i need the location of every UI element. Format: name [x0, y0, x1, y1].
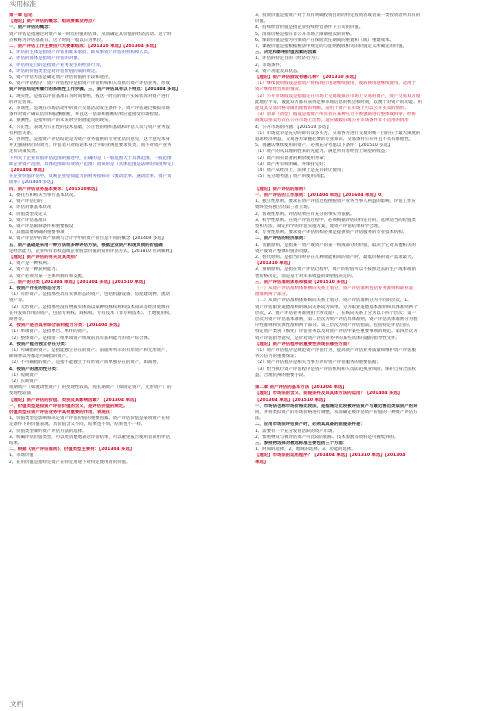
text-line: 结果。 [9, 441, 23, 447]
text-line: 1、委托方和相关当事方基本状况。 [9, 192, 78, 198]
text-line: 【201310 单选】 [255, 261, 293, 267]
text-line: 序性准则和实体性准则两个部分。第三层次为资产评估指南。包括特定评估目的、 [255, 323, 414, 329]
text-line: 【理论】资产评估的有关及其类别？ [9, 254, 80, 260]
text-line: （2）资产评估程序是相关当事方评价资产评估服务的重要依据； [255, 360, 381, 366]
text-line: 变现性较弱 [9, 391, 31, 397]
page-footer: 文档 [10, 700, 23, 708]
text-line: 商誉等。 [9, 316, 27, 322]
text-line: 三、参照物选择对被选标准主要包括三个方面： [255, 441, 348, 447]
text-line: 1、市场价值 [9, 453, 34, 459]
text-line: 【201304 单选】【201510 单选】 [255, 397, 328, 403]
text-line: （2）无形资产。是指那些没有物质实体而以某种特殊权利和技术知识等经济资源存 [9, 304, 170, 310]
text-line: 定经营能力，企业所有者权益或企业股票价值的常用评估方式。【201810 名词解释】 [9, 248, 175, 254]
text-line: 三、决定和影响价值因素的因素 [255, 50, 317, 56]
text-line: 3、资产功能及其状态。 [255, 68, 302, 74]
text-line: （2）长期资产 [9, 378, 39, 384]
text-line: 资产评估职业道德准则的纵向关系较为简单，分为职业道德基本准则和具体准则两个 [255, 304, 418, 310]
text-line: 2、客观性原则。评估结果应有充分的事实为依据。 [255, 211, 355, 217]
text-line: 1、贡献原则。是指某一资产或资产的某一构成部分的价值，取决于它对其他相关的 [255, 242, 416, 248]
text-line: （1）继续使用假设是指资产将按现行用途继续使用，或转换用途继续使用。适用于 [255, 81, 416, 87]
text-line: 层次。2、资产评估业务准则由于涉及面广，在纵向关系上分为以下四个层次：第一 [255, 310, 416, 316]
text-line: 8、资产评估中的资产预期与合计学中的资产价目是不同的概念【201404 多选】 [9, 236, 167, 242]
text-line: 1、现实性。是指以评估基准日为时间参照，按这一时点的资产实际状况对资产进行 [9, 93, 170, 99]
text-line: 【理论】资产评估假设有哪几种？【201310 多选】 [255, 75, 359, 81]
text-line: 4、公正性。表现为公正性的技术基础，公正性的组织基础和评估人员与资产业务没 [9, 124, 170, 130]
text-line: 7、其他需要明确的重要事项 [9, 230, 65, 236]
text-line: 5、资产评估基准日 [9, 217, 47, 223]
text-line: 6、资产评估限制条件和重要假设 [9, 223, 74, 229]
text-line: 三、资产评估准则体系和框架【201510 多选】 [255, 279, 350, 285]
text-line: 5、资产评估方法是确定资产评估价值的手段和途径。 [9, 75, 113, 81]
text-line: 1、资产是一种权利； [9, 261, 52, 267]
text-line: 3、投资价值是指资产对于具有明确投资目的的特定投资者或者某一类投资者所具有的 [255, 13, 421, 18]
text-line: 7、课税价值是指根据税法中规定的与征纳税收相关的价值定义所确定的价值。 [255, 44, 408, 50]
text-line: （2）资产尚有显著的剩余使用寿命； [255, 155, 329, 161]
text-line: 【理论】资产评估的价值、类别及其影响因素？【201304 单选】 [9, 397, 139, 403]
text-line: 4、专业性原则。要求资产评估机构必须是提供资产评估服务的专业技术机构。 [255, 230, 408, 236]
text-line: （1）有形资产。是指那些具有实体形态的资产，包括机器设备、房屋建筑物、流动 [9, 292, 170, 298]
text-line: （2）不可确指的资产。是指不能独立于有形资产而单独存在的资产，如商誉。 [9, 360, 162, 366]
text-line: 五、资产基础是采用一种方法或多种评估方法，根据企业资产和现负债的价值确 [9, 242, 163, 248]
text-line: 【理论】市场法的含义、前提条件及其具体方法的运用？【201404 多选】 [255, 391, 403, 397]
text-line: （4）资产从经济上，法律上是充许转让使用； [255, 168, 346, 174]
text-line: 3、评估对象基本状况 [9, 205, 52, 211]
text-line: 条件对资产确认估价和报酬推断，并且这一估算和推断结果应能接受市场检验。 [9, 112, 163, 118]
text-line: 4、评估的价值类型是对评估价值的质的规定。 [9, 68, 100, 74]
text-line: 定价决策负责。 [9, 149, 40, 155]
text-line: 2、评估的客体是指资产评估的对象。 [9, 56, 83, 62]
text-line: 法。 [255, 416, 264, 422]
text-line: 四、资产评估业务基本要求：【201510单选】 [9, 186, 100, 192]
text-line: 一、市场法也称市场价格比较法，是指通过比较被评估资产与最近售出类似资产的异 [255, 403, 418, 409]
text-line: 资产等。 [9, 298, 27, 304]
text-line: 二、根据《资产评估准则》，价值类型主要有：【201304 多选】 [9, 447, 135, 453]
text-line: 2、资产评估目的 [9, 199, 43, 205]
text-line: 4、持续经营价值是指企业持续经营条件下公司的价值。 [255, 25, 364, 31]
text-line: 3、按资产能否独立存在分类： [9, 341, 70, 347]
text-line: 3、预测性。是指用资产的未来时空的潜能说明现实。 [9, 118, 113, 124]
text-line: 特定资产类别（细化）评估业务以及对资产评估中某些重要事项的规范。第四层次为 [255, 329, 418, 335]
text-line: （1）短期资产 [9, 372, 39, 378]
text-line: 价值。 [255, 19, 269, 25]
text-line: 债率）【201404 多选】 [9, 180, 56, 186]
text-line: 即企业资产范围，具体范围即有效资产范围）错误的是（具体范围是法律的角度界定） [9, 161, 176, 167]
right-column [255, 13, 494, 701]
text-line: 一、价值类型是指资产评估价值的含义，是评估价值的规定。 [9, 403, 128, 409]
text-line: 有利害关系。 [9, 130, 36, 136]
text-line: （2）公开市场假设是指假定在市场上交易或拟在市场上交易的资产，资产交易双方彼 [255, 93, 421, 99]
text-line: 二、资产评估的经济原则： [255, 236, 308, 242]
text-line: 2、价值类型制约资产评估方法的选择。 [9, 428, 87, 434]
text-line: 2、在用价值是指特定资产在特定用途下对特定使用者的价值。 [9, 459, 131, 465]
text-line: 5、清算价格是指在非公开市场上限制拍卖的价格。 [255, 31, 355, 37]
page-header: 实用标准 [10, 0, 36, 8]
text-line: （5）充分地考虑了资产的使用功能。 [255, 174, 329, 180]
text-line: 2、资产是一种获利能力； [9, 267, 61, 273]
text-line: 3、明确评估价值类型，可以更清楚地表达评估结果，可以避免报告使用者误用评估 [9, 434, 170, 440]
text-line: 下列关于企业价值评估范围的描述中，正确的是（一般范围大于具体范围、一般范围 [9, 155, 172, 161]
text-line: 资产评估指导意见，是针对资产评估业务中的某些具体问题的指导性文件。 [255, 335, 400, 341]
text-line: 1、价值类型是影响和决定资产评估价值的重要因素。资产评估价值是某项资产在特 [9, 416, 170, 422]
text-line: 一、资产评估的工作原则：【201404 单选】【201604 单选】0、 [255, 192, 386, 198]
text-line: 此地位平等，彼此双方都有获得足够市场信息的机会和时间，以便于对资产的功能、用 [255, 99, 422, 105]
left-column [9, 13, 248, 701]
text-line: 的评定估算。 [9, 99, 36, 105]
text-line: （3）恰当执行资产评估程序是资产评估机构和人员防范执业风险、保护自身合法权 [255, 366, 416, 372]
text-line: 益、合理抗辩的重要手段。 [255, 372, 308, 378]
text-line: 点被称为评估基准日。这个时间一般以日为单位。 [9, 37, 106, 43]
text-line: 第二章 资产评估的基本方法【201304 单选】 [255, 385, 347, 391]
text-line: 价值类型在资产评估业务中具有重要的作用，表现在： [9, 410, 115, 415]
text-line: 第一章 总论 [9, 13, 33, 18]
text-line: 【理论】资产评估的原则？ [255, 186, 308, 192]
text-line: （一）从资产评估准则体系横向关系上划分，资产评估准则包括业务准则和职业道 [255, 285, 414, 291]
text-line: （3）资产所有权明确，并保持完好； [255, 161, 329, 167]
text-line: 二、资产的分类【201304 单选】【201304 多选】【201510 单选】 [9, 279, 148, 285]
text-line: 1、需要有一个充分发育活跃的资产市场。 [255, 428, 337, 434]
text-line: 【理论】资产评估的概念、组成要素及特点？ [9, 19, 97, 25]
text-line: 除商誉以外都是可确指的资产。 [9, 354, 71, 360]
text-line: 在企业价值评估中，反映企业偿债能力的财务指标有（流动比率、速动比率、资产负 [9, 174, 172, 180]
text-line: 1、独立性原则。要求在资产评估过程摆脱资产业务当事人利益的影响，评估工作应 [255, 199, 416, 205]
text-line: 资产继续经营用的情况。 [255, 87, 304, 93]
text-line: （1）可确指的资产。是指能独立存在的资产。前面所列示的有形资产和无形资产， [9, 347, 170, 353]
text-line: 在并发挥作用的资产。包括专利权、商标权、专有技术（非专利技术）、土地使用权、 [9, 310, 174, 316]
text-line: （1）市场竞争是充分的即有众多买方，交易各方进行交易的唯一目的在于最大限度的 [255, 130, 421, 136]
text-line: 1、评估的主体是指资产评估由谁来承担，即从事资产评估的机构和人员。 [9, 50, 153, 56]
text-line: 2、参照物及与被评估资产可比较的指标、技术参数等资料是可搜集到的。 [255, 434, 399, 440]
text-line: 并无强制执行的效力，评估者只对结论本身合乎职业规范要求负责，而不对资产业务 [9, 143, 172, 149]
text-line: 售价格决定，而是基于对未来收益的期望值决定的。 [255, 273, 356, 279]
text-line: 6、资产评估程序：资产评估程序是指资产评估机构和人员执行资产评估业务、形成 [9, 81, 170, 87]
text-line: 型和方法，制定科学的评估实施方案，使资产评估结果科学合理。 [255, 223, 383, 229]
text-line: 一、资产评估的概念： [9, 25, 53, 31]
text-line: 4、按资产的流动性分类： [9, 366, 61, 372]
text-line: 追求经济利益，交易各方掌握必要的专业知识、交易条件公开并且不具有排他性。 [255, 137, 414, 143]
text-line: 务公信力的重要保证； [255, 354, 299, 360]
text-line: 途及其交易价格等做出理智的判断。适用于资产在市场上可以公开买卖的情形。 [255, 106, 409, 112]
text-line: 3、预期原则。是指在资产评估过程中，资产的价值可以不按照过去的生产成本或销 [255, 267, 416, 273]
text-line: 定条件下的价值表现。具价值含义不同，结果也不同，结果也不一样。 [9, 422, 146, 428]
text-line: 3、资产必须为某一主体所拥有和支配。 [9, 273, 87, 279]
text-line: 商或以拍卖方式在公开市场上出售。适应破破旧或公开市场条件非不适用的情形 [255, 118, 409, 124]
text-line: 1、按资产存在的形态分为： [9, 285, 65, 291]
text-line: 单选】 [255, 459, 269, 465]
text-line: 德准则两个部分。 [255, 292, 291, 298]
text-line: 始终坚持独立的第三者立场。 [255, 205, 313, 211]
text-line: 3、评估特定目的是指资产业务发生的经济行为。 [9, 62, 104, 68]
text-line: 资产评估是指通过对资产某一时点价值的估算，从而确定其价值的经济活动。这个时 [9, 31, 172, 37]
text-line: 6、保险价值是指为可保资产在保险责任期间的重置和（或）重建成本。 [255, 37, 394, 43]
text-line: （2）整体资产。是指由一组单项资产组成的具有获利能力的资产综合体。 [9, 335, 153, 341]
text-line: （1）单项资产。是指单台、单件的资产。 [9, 329, 91, 335]
text-line: （1）资产的从其理的胜来的先能力。满足所有者经营上期望的收益； [255, 149, 390, 155]
text-line: 3、科学性原则。在资产评估过程中，必须根据评估的特定目的，选择适当的价值类 [255, 217, 416, 223]
text-line: 5、咨询性。是指资产评估结论是为资产业务提供的专业化估价意见，这个意见本身 [9, 137, 170, 143]
text-line: 1、评估的特定目的（经济行为）； [255, 56, 322, 62]
text-line: 4、价值类型及定义 [9, 211, 47, 217]
text-line: 短期资产（如流动性资产）的变现性较高，而长期资产（如固定资产、无形资产）的 [9, 385, 172, 391]
text-line: 2、替代原则。是指当同时存在几种效能相同的资产时，最低价格的资产需求最大。 [255, 254, 416, 260]
text-line: 1、时间的选择，2、地域的选择，3、功能的选择。 [255, 447, 356, 453]
text-line: 5、再融认继续使用的资产，必须充分考虑以下条件：【201510 多选】 [255, 143, 393, 149]
text-line: （1）资产评估程序是规范资产评估行为，提高资产评估业务质量和维护资产评估服 [255, 347, 416, 353]
text-line: 【理论】资产评估程序的重要性表现在哪些方面？ [255, 341, 352, 347]
text-line: 层次为资产评估基本准则，第二层次为资产评估具体准则，资产评估具体准则分为程 [255, 316, 418, 322]
text-line: 资产或资产整体价值的贡献。 [255, 248, 313, 254]
text-line: 【201404 单选】 [9, 168, 47, 174]
text-line: 2、市场条件； [255, 62, 285, 68]
text-line: 【理论】市场法的运用程序？【201404 单选】【201310 单选】【201304 [255, 453, 406, 459]
text-line: 同，并将类似资产的市场价格进行调整，从而确定被评估资产价值的一种资产评估方 [255, 410, 418, 415]
text-line: 2、按资产是否具有综合获利能力分类：【201404 多选】 [9, 323, 122, 329]
text-line: 4、公开市场的内涵：【201510 多选】 [255, 124, 331, 130]
text-line: 二、应用市场法评估资产时，必须具具备的前提条件是： [255, 422, 365, 428]
text-line: 资产评估结论所履行的系统性工作步骤。三、资产评估具有以下特点：【201404 多选】 [9, 87, 181, 93]
text-line: （二）从资产评估准则体系纵向关系上划分，资产评估准则分为不同的层次，1、 [255, 298, 412, 304]
text-line: 二、资产评估工作主要由六大要素组成：【201310 单选】【201304 多选】 [9, 44, 159, 50]
text-line: 2、市场性。是现在市场活动中的资产交易活动发生条件下，资产评估通过模拟市场 [9, 106, 170, 112]
text-line: （3）清算（清偿）假设是指资产所有者在某种压力下被强制进行整体或拆零，经协 [255, 112, 416, 118]
